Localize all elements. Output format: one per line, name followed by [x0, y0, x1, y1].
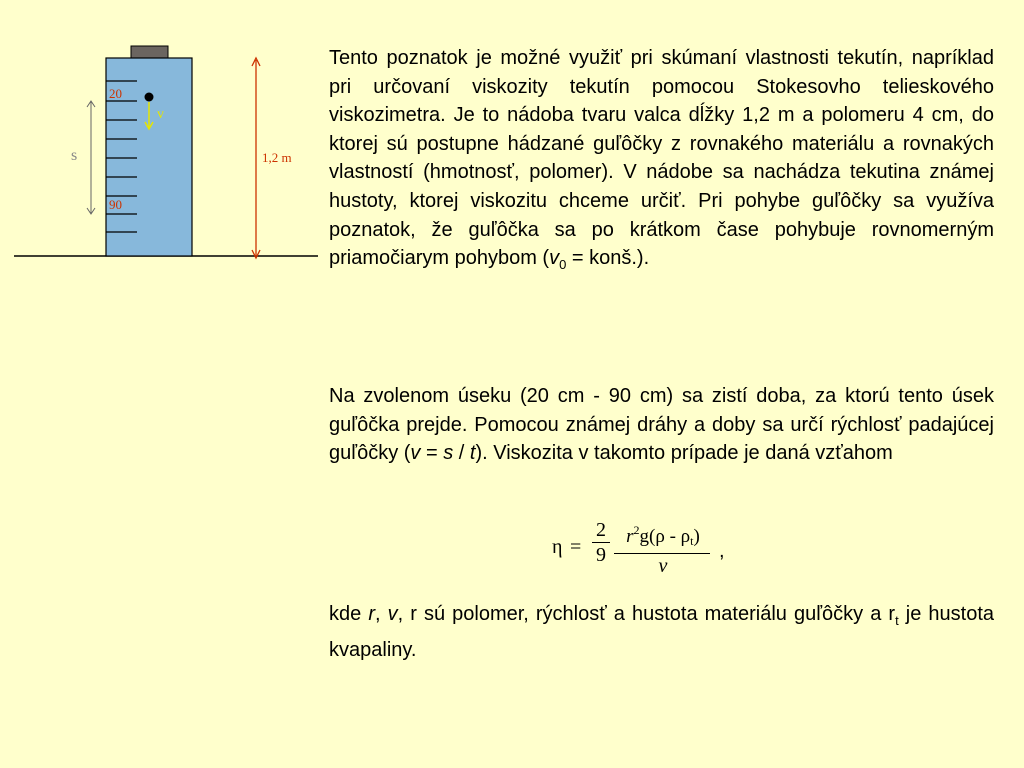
formula-numerator: $r^2g(\rho - \rho t)$ [626, 523, 700, 548]
mark-label-bottom: 90 [109, 197, 122, 212]
paragraph-description: Tento poznatok je možné využiť pri skúmaní vlastnosti tekutín, napríklad pri určovaní viskozity tekutín pomocou Stokesovho telieskového viskozimetra. Je to nádoba tvaru valca dĺžky 1,2 m a polomeru 4 cm, do ktorej sú postupne hádzané guľôčky z rovnakého materiálu a rovnakých vlastností (hmotnosť, polomer). V nádobe sa nachádza tekutina známej hustoty, ktorej viskozitu chceme určiť. Pri pohybe guľôčky sa využíva poznatok, že guľôčka sa po krátkom čase pohybuje rovnomerným priamočiarym pohybom ($v_0$ = konš.). [329, 47, 994, 273]
formula-main-fraction [614, 518, 712, 578]
viscometer-diagram [0, 0, 330, 270]
height-arrow [252, 58, 260, 258]
velocity-symbol: v [549, 247, 560, 270]
cylinder-lid [131, 46, 168, 58]
height-label: 1,2 m [262, 150, 292, 165]
formula-comma: , [719, 540, 725, 562]
mark-label-top: 20 [109, 86, 122, 101]
velocity-subscript: 0 [559, 257, 567, 273]
formula-fraction-2-9: 2 9 [592, 518, 610, 567]
paragraph-method: Na zvolenom úseku (20 cm - 90 cm) sa zistí doba, za ktorú tento úsek guľôčka prejde. Pomocou známej dráhy a doby sa určí rýchlosť padajúcej guľôčky (v = s / t). Viskozita v takomto prípade je daná vzťahom [329, 385, 994, 465]
distance-label: s [71, 147, 78, 164]
formula-denominator: v [658, 555, 668, 577]
paragraph-legend: kde r, v, r sú polomer, rýchlosť a hustota materiálu guľôčky a $r_t$ je hustota kvapaliny. [329, 603, 994, 661]
viscosity-formula [552, 518, 752, 578]
velocity-label: v [157, 107, 164, 122]
ball [145, 93, 154, 102]
formula-eta: η [552, 536, 563, 558]
formula-equals: = [570, 536, 582, 558]
distance-arrow [87, 101, 95, 214]
